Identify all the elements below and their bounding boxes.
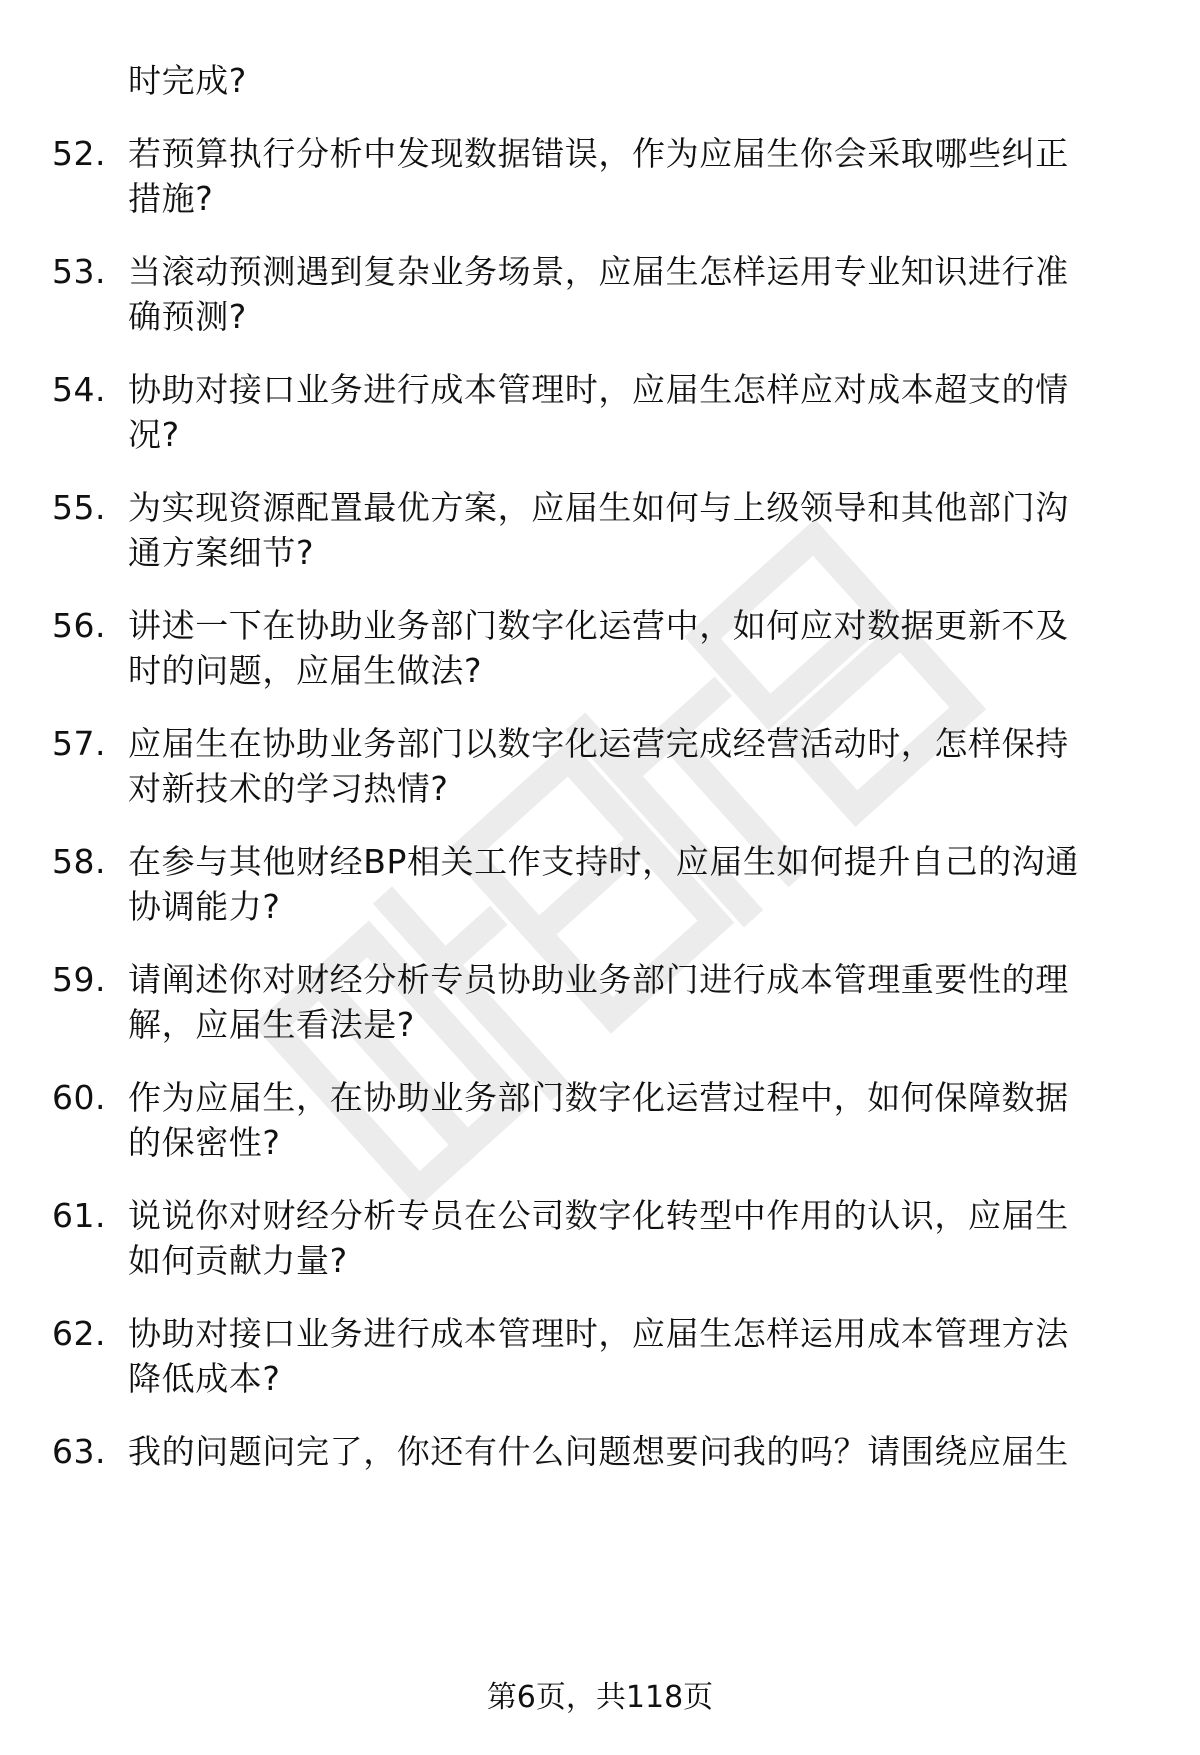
question-text: 作为应届生，在协助业务部门数字化运营过程中，如何保障数据 的保密性? — [128, 1078, 1069, 1162]
question-number: 63. — [52, 1432, 106, 1471]
question-text: 协助对接口业务进行成本管理时，应届生怎样应对成本超支的情 况? — [128, 370, 1069, 454]
question-text: 若预算执行分析中发现数据错误，作为应届生你会采取哪些纠正 措施? — [128, 134, 1069, 218]
question-text: 应届生在协助业务部门以数字化运营完成经营活动时，怎样保持 对新技术的学习热情? — [128, 724, 1069, 808]
question-number: 59. — [52, 960, 106, 999]
question-text: 协助对接口业务进行成本管理时，应届生怎样运用成本管理方法 降低成本? — [128, 1314, 1069, 1398]
question-number: 62. — [52, 1314, 106, 1353]
question-text: 时完成? — [128, 61, 247, 100]
question-number: 56. — [52, 606, 106, 645]
question-text: 为实现资源配置最优方案，应届生如何与上级领导和其他部门沟 通方案细节? — [128, 488, 1069, 572]
question-number: 60. — [52, 1078, 106, 1117]
question-number: 57. — [52, 724, 106, 763]
question-text: 请阐述你对财经分析专员协助业务部门进行成本管理重要性的理 解，应届生看法是? — [128, 960, 1069, 1044]
page-footer: 第6页，共118页 — [486, 1680, 714, 1715]
question-text: 在参与其他财经BP相关工作支持时，应届生如何提升自己的沟通 协调能力? — [128, 842, 1079, 926]
question-number: 52. — [52, 134, 106, 173]
question-number: 61. — [52, 1196, 106, 1235]
question-text: 我的问题问完了，你还有什么问题想要问我的吗？请围绕应届生 — [128, 1432, 1069, 1471]
question-text: 当滚动预测遇到复杂业务场景，应届生怎样运用专业知识进行准 确预测? — [128, 252, 1069, 336]
question-number: 53. — [52, 252, 106, 291]
question-text: 说说你对财经分析专员在公司数字化转型中作用的认识，应届生 如何贡献力量? — [128, 1196, 1069, 1280]
question-number: 55. — [52, 488, 106, 527]
question-text: 讲述一下在协助业务部门数字化运营中，如何应对数据更新不及 时的问题，应届生做法? — [128, 606, 1069, 690]
question-number: 54. — [52, 370, 106, 409]
question-number: 58. — [52, 842, 106, 881]
